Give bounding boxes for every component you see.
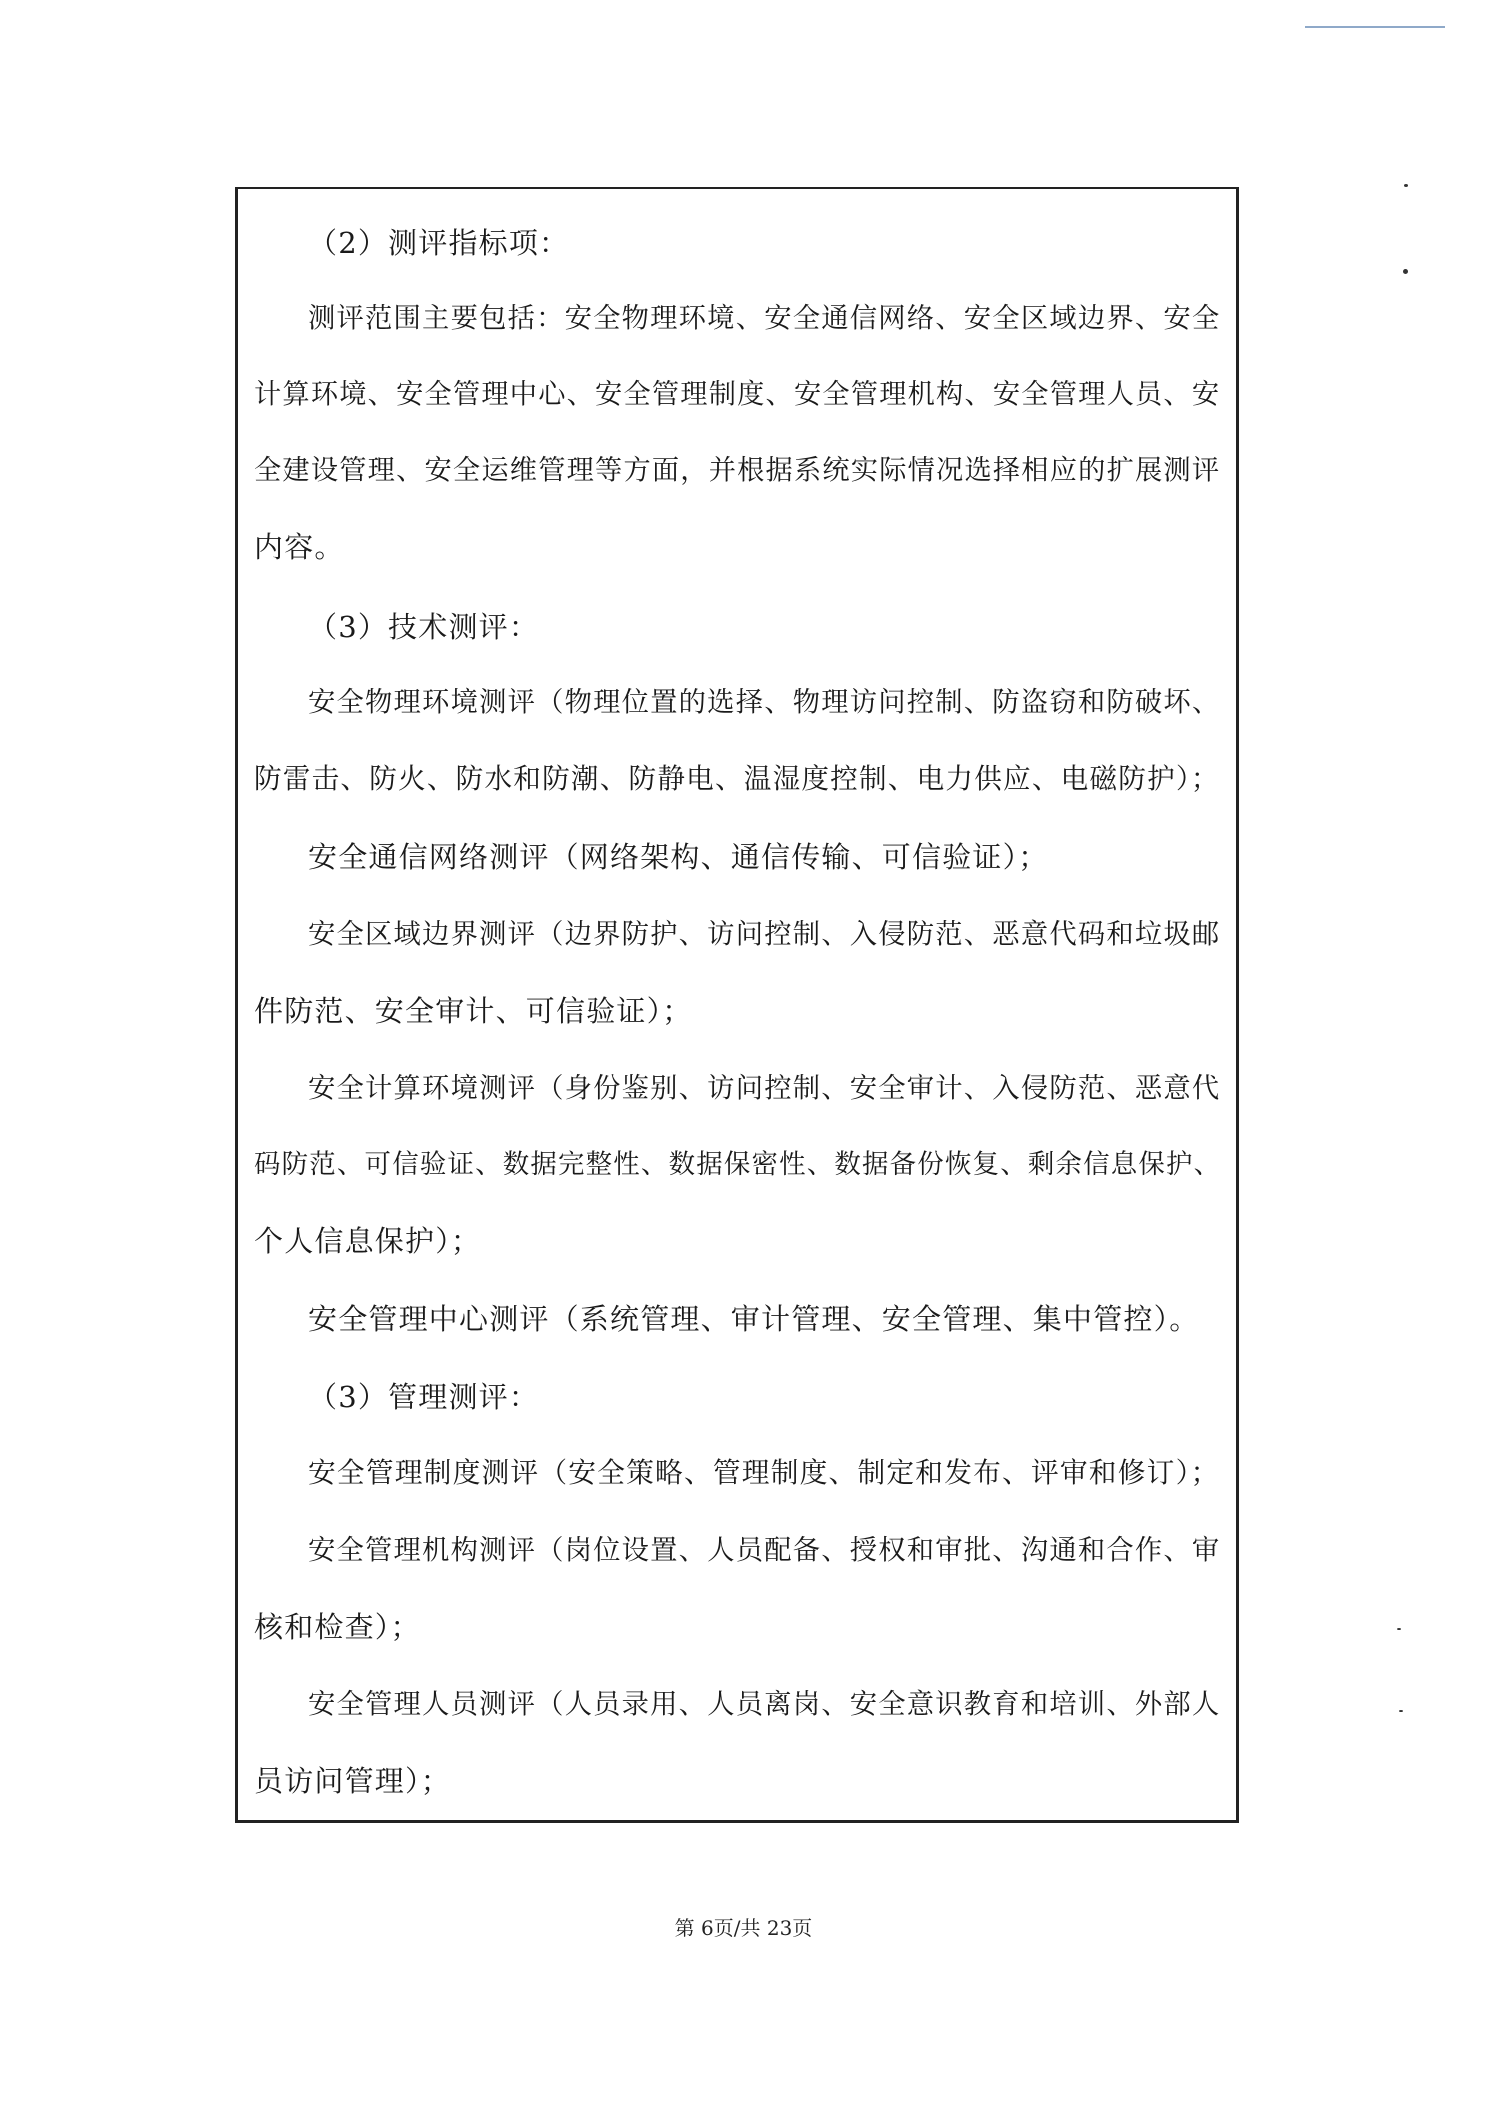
page-number-footer: 第 6页/共 23页 <box>674 1916 813 1940</box>
scan-speck <box>1403 269 1408 274</box>
paragraph-line: 安全管理制度测评（安全策略、管理制度、制定和发布、评审和修订）； <box>308 1456 1220 1489</box>
paragraph-line: 内容。 <box>254 530 345 564</box>
scan-edge-line <box>1305 26 1445 28</box>
paragraph-line: 安全计算环境测评（身份鉴别、访问控制、安全审计、入侵防范、恶意代 <box>308 1073 1221 1104</box>
scan-speck <box>1399 1710 1403 1712</box>
paragraph-line: 安全通信网络测评（网络架构、通信传输、可信验证）； <box>308 840 1049 874</box>
paragraph-line: 安全管理人员测评（人员录用、人员离岗、安全意识教育和培训、外部人 <box>308 1689 1221 1720</box>
paragraph-line: 安全区域边界测评（边界防护、访问控制、入侵防范、恶意代码和垃圾邮 <box>308 919 1221 950</box>
paragraph-line: 计算环境、安全管理中心、安全管理制度、安全管理机构、安全管理人员、安 <box>254 379 1221 410</box>
heading-evaluation-index: （2）测评指标项： <box>308 226 570 260</box>
paragraph-line: 安全管理中心测评（系统管理、审计管理、安全管理、集中管控）。 <box>308 1302 1200 1336</box>
heading-management-evaluation: （3）管理测评： <box>308 1380 540 1414</box>
paragraph-line: 件防范、安全审计、可信验证）； <box>254 994 693 1028</box>
paragraph-line: 核和检查）； <box>254 1610 421 1644</box>
paragraph-line: 安全物理环境测评（物理位置的选择、物理访问控制、防盗窃和防破坏、 <box>308 687 1221 718</box>
scan-speck <box>1404 184 1408 187</box>
document-content-box <box>235 187 1239 1823</box>
paragraph-line: 个人信息保护）； <box>254 1224 482 1258</box>
paragraph-line: 全建设管理、安全运维管理等方面，并根据系统实际情况选择相应的扩展测评 <box>254 455 1221 486</box>
paragraph-line: 员访问管理）； <box>254 1764 451 1798</box>
heading-technical-evaluation: （3）技术测评： <box>308 610 540 644</box>
paragraph-line: 防雷击、防火、防水和防潮、防静电、温湿度控制、电力供应、电磁防护）； <box>254 762 1220 795</box>
paragraph-line: 安全管理机构测评（岗位设置、人员配备、授权和审批、沟通和合作、审 <box>308 1535 1221 1566</box>
paragraph-line: 码防范、可信验证、数据完整性、数据保密性、数据备份恢复、剩余信息保护、 <box>254 1149 1222 1180</box>
paragraph-line: 测评范围主要包括：安全物理环境、安全通信网络、安全区域边界、安全 <box>308 303 1221 334</box>
scan-speck <box>1397 1628 1401 1630</box>
